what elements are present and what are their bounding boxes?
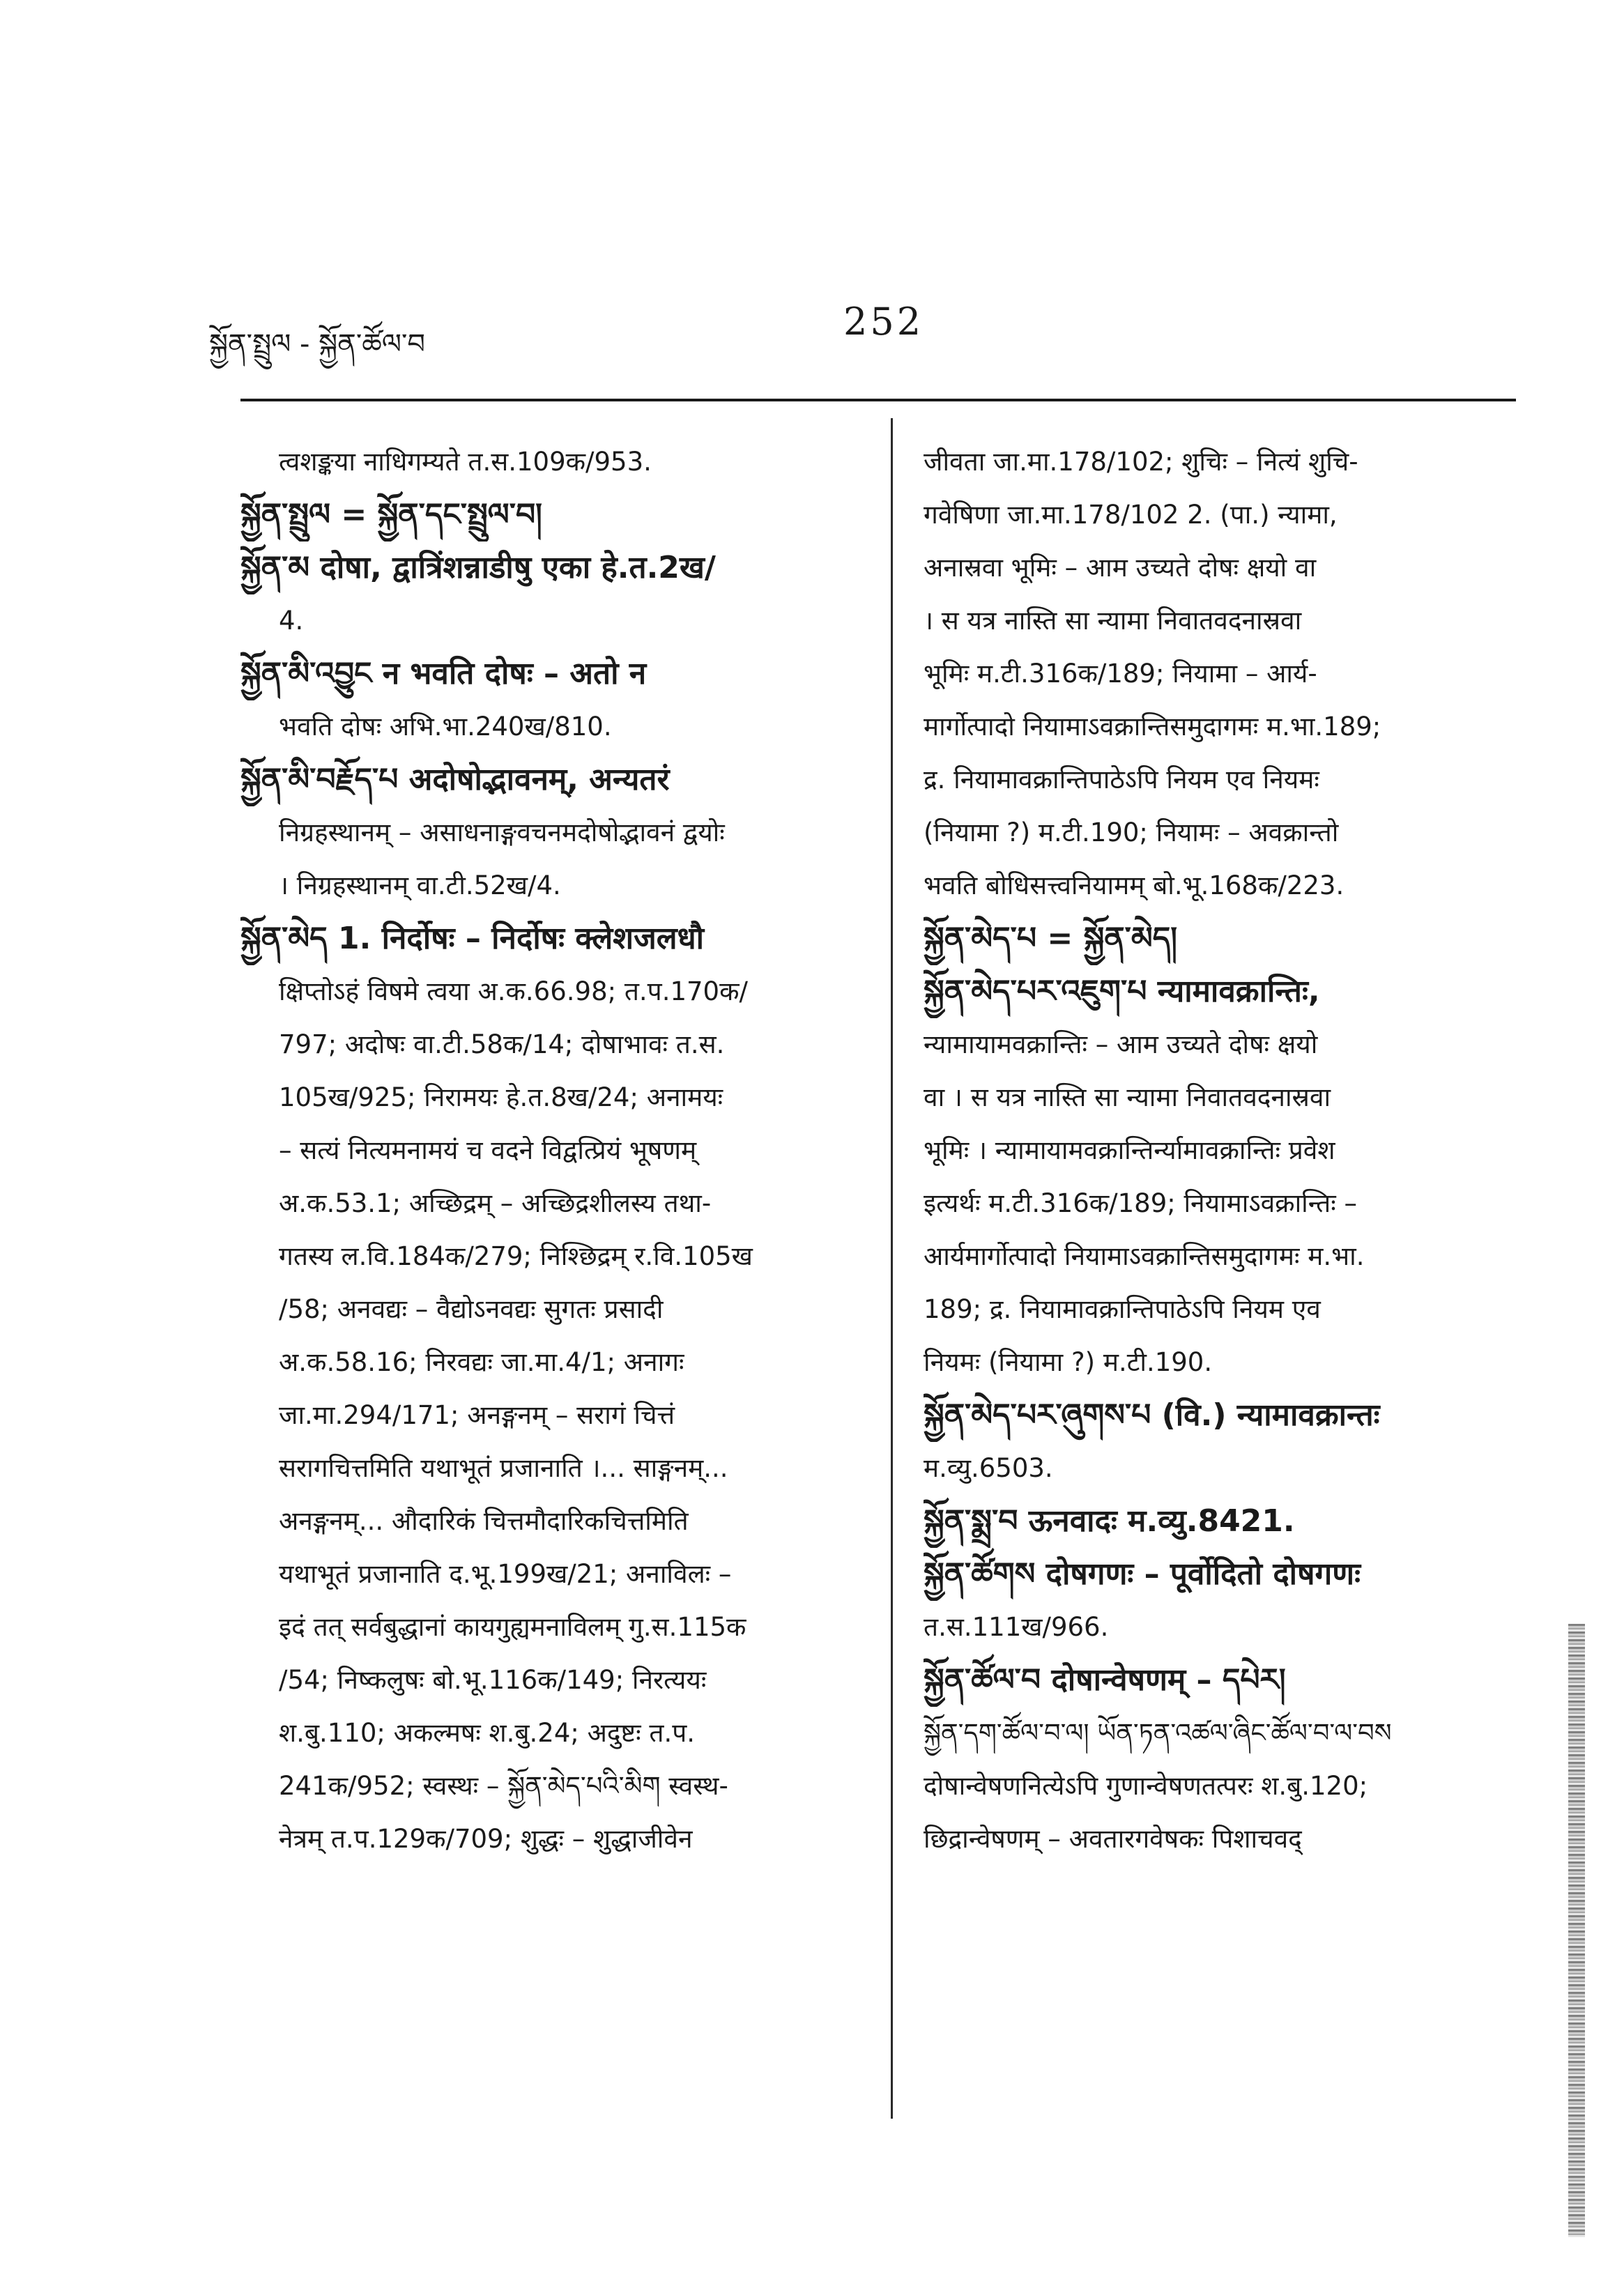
text-line: श.बु.110; अकल्मषः श.बु.24; अदुष्टः त.प. xyxy=(279,1718,695,1748)
text-line: त.स.111ख/966. xyxy=(924,1612,1109,1642)
dictionary-entry: སྐྱོན་ཚོལ་བ दोषान्वेषणम् – དཔེར། xyxy=(924,1662,1286,1698)
text-line: जा.मा.294/171; अनङ्गनम् – सरागं चित्तं xyxy=(279,1400,675,1430)
header-divider xyxy=(240,399,1516,401)
text-line: म.व्यु.6503. xyxy=(924,1453,1053,1483)
text-line: अनङ्गनम्... औदारिकं चित्तमौदारिकचित्तमिति xyxy=(279,1506,689,1536)
text-line: भवति दोषः अभि.भा.240ख/810. xyxy=(279,712,612,742)
text-line: गवेषिणा जा.मा.178/102 2. (पा.) न्यामा, xyxy=(924,500,1338,530)
text-line: । निग्रहस्थानम् वा.टी.52ख/4. xyxy=(279,870,561,900)
scan-edge-shadow xyxy=(1568,1624,1585,2237)
text-line: /54; निष्कलुषः बो.भू.116क/149; निरत्ययः xyxy=(279,1665,707,1695)
text-line: नियमः (नियामा ?) म.टी.190. xyxy=(924,1347,1213,1377)
text-line: 189; द्र. नियामावक्रान्तिपाठेऽपि नियम एव xyxy=(924,1294,1321,1324)
column-divider xyxy=(891,418,893,2119)
right-column xyxy=(924,436,1516,1866)
text-line: निग्रहस्थानम् – असाधनाङ्गवचनमदोषोद्भावनं द्वयोः xyxy=(279,818,725,847)
text-line: छिद्रान्वेषणम् – अवतारगवेषकः पिशाचवद् xyxy=(924,1824,1302,1854)
text-line: इत्यर्थः म.टी.316क/189; नियामाऽवक्रान्तिः – xyxy=(924,1188,1357,1218)
text-line: आर्यमार्गोत्पादो नियामाऽवक्रान्तिसमुदागमः म.भा. xyxy=(924,1241,1365,1271)
text-line: गतस्य ल.वि.184क/279; निश्छिद्रम् र.वि.105ख xyxy=(279,1241,753,1271)
text-line: द्र. नियामावक्रान्तिपाठेऽपि नियम एव नियमः xyxy=(924,765,1319,795)
text-line: भूमिः । न्यामायामवक्रान्तिर्न्यामावक्रान्तिः प्रवेश xyxy=(924,1135,1335,1165)
dictionary-entry: སྐྱོན་མེད་པར་འཇུག་པ न्यामावक्रान्तिः, xyxy=(924,974,1320,1009)
text-line: (नियामा ?) म.टी.190; नियामः – अवक्रान्तो xyxy=(924,818,1339,847)
dictionary-entry: སྐྱོན་མི་བརྗོད་པ अदोषोद्भावनम्, अन्यतरं xyxy=(240,762,670,797)
text-line: । स यत्र नास्ति सा न्यामा निवातवदनास्रवा xyxy=(924,606,1302,636)
text-line: भूमिः म.टी.316क/189; नियामा – आर्य- xyxy=(924,659,1317,689)
text-line: मार्गोत्पादो नियामाऽवक्रान्तिसमुदागमः म.भा.189; xyxy=(924,712,1381,742)
text-line: – सत्यं नित्यमनामयं च वदने विद्वत्प्रियं भूषणम् xyxy=(279,1135,697,1165)
dictionary-entry: སྐྱོན་མེད་པ = སྐྱོན་མེད། xyxy=(924,921,1178,956)
dictionary-entry: སྐྱོན་མི་འབྱུང न भवति दोषः – अतो न xyxy=(240,656,647,691)
text-line: जीवता जा.मा.178/102; शुचिः – नित्यं शुचि- xyxy=(924,447,1358,477)
text-line: नेत्रम् त.प.129क/709; शुद्धः – शुद्धाजीवेन xyxy=(279,1824,693,1854)
text-line: /58; अनवद्यः – वैद्योऽनवद्यः सुगतः प्रसादी xyxy=(279,1294,664,1324)
text-line: 4. xyxy=(279,606,304,636)
dictionary-entry: སྐྱོན་ཚོགས दोषगणः – पूर्वोदितो दोषगणः xyxy=(924,1556,1361,1592)
text-line: 797; अदोषः वा.टी.58क/14; दोषाभावः त.स. xyxy=(279,1029,725,1059)
text-line: 105ख/925; निरामयः हे.त.8ख/24; अनामयः xyxy=(279,1082,723,1112)
text-line: भवति बोधिसत्त्वनियामम् बो.भू.168क/223. xyxy=(924,870,1345,900)
text-line: क्षिप्तोऽहं विषमे त्वया अ.क.66.98; त.प.170क/ xyxy=(279,976,748,1006)
text-line: सरागचित्तमिति यथाभूतं प्रजानाति ।... साङ्गनम्... xyxy=(279,1453,728,1483)
page-number: 252 xyxy=(843,300,924,344)
text-line: इदं तत् सर्वबुद्धानां कायगुह्यमनाविलम् गु.स.115क xyxy=(279,1612,746,1642)
page-header xyxy=(209,300,1519,360)
running-head: སྐྱོན་སྤྲུལ - སྐྱོན་ཚོལ་བ xyxy=(209,328,426,360)
text-line: अ.क.53.1; अच्छिद्रम् – अच्छिद्रशीलस्य तथा- xyxy=(279,1188,712,1218)
dictionary-entry: སྐྱོན་སྤྲུལ = སྐྱོན་དང་སྤྲུལ་བ། xyxy=(240,497,542,532)
text-line: न्यामायामवक्रान्तिः – आम उच्यते दोषः क्षयो xyxy=(924,1029,1318,1059)
text-line: 241क/952; स्वस्थः – སྐྱོན་མེད་པའི་མིག स्वस्थ- xyxy=(279,1771,728,1801)
dictionary-entry: སྐྱོན་མེད 1. निर्दोषः – निर्दोषः क्लेशजलधौ xyxy=(240,921,705,956)
text-line: त्वशङ्कया नाधिगम्यते त.स.109क/953. xyxy=(279,447,652,477)
dictionary-entry: སྐྱོན་སྨྲ་བ ऊनवादः म.व्यु.8421. xyxy=(924,1503,1295,1539)
text-line: अ.क.58.16; निरवद्यः जा.मा.4/1; अनागः xyxy=(279,1347,684,1377)
text-line: अनास्रवा भूमिः – आम उच्यते दोषः क्षयो वा xyxy=(924,553,1317,583)
text-line: दोषान्वेषणनित्येऽपि गुणान्वेषणतत्परः श.बु.120; xyxy=(924,1771,1368,1801)
text-line: वा । स यत्र नास्ति सा न्यामा निवातवदनास्रवा xyxy=(924,1082,1331,1112)
dictionary-entry: སྐྱོན་མེད་པར་ཞུགས་པ (वि.) न्यामावक्रान्तः xyxy=(924,1397,1380,1433)
text-line: སྐྱོན་དག་ཚོལ་བ་ལ། ཡོན་ཏན་འཚལ་ཞིང་ཚོལ་བ་ལ་བས xyxy=(924,1718,1392,1748)
dictionary-entry: སྐྱོན་མ दोषा, द्वात्रिंशन्नाडीषु एका हे.त.2ख/ xyxy=(240,550,716,585)
text-line: यथाभूतं प्रजानाति द.भू.199ख/21; अनाविलः – xyxy=(279,1559,732,1589)
left-column xyxy=(240,436,864,1866)
